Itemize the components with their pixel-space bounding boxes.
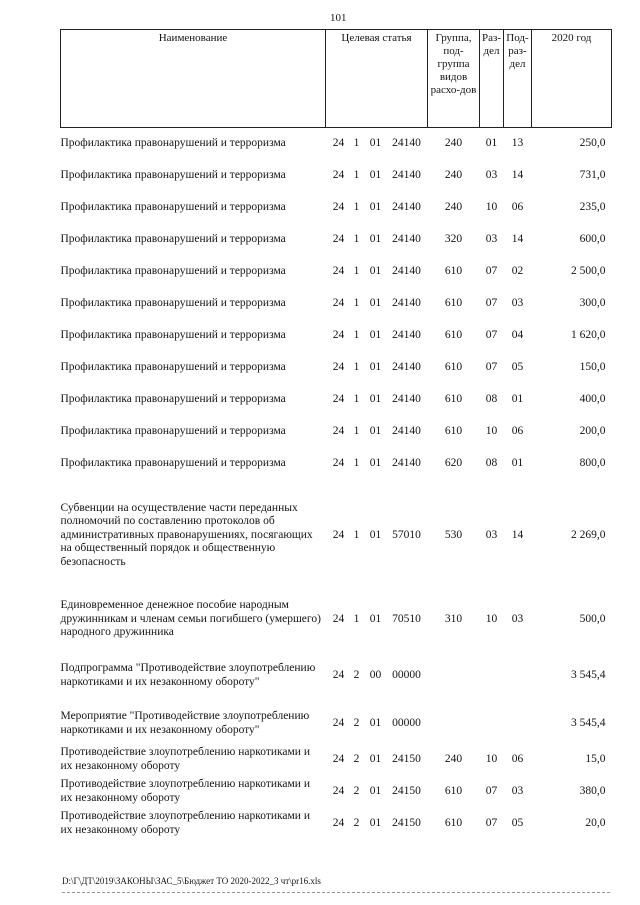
target-code-part: 24140	[392, 168, 421, 181]
row-target-code	[326, 704, 428, 744]
table-row	[61, 808, 612, 840]
row-target-code	[326, 448, 428, 480]
target-code-part: 01	[369, 424, 382, 437]
target-code-part: 24140	[392, 360, 421, 373]
target-code-part: 01	[369, 456, 382, 469]
row-group: 240	[444, 200, 463, 213]
target-code-part: 2	[353, 784, 360, 797]
row-target-code	[326, 192, 428, 224]
row-section: 07	[485, 328, 498, 341]
target-code-part: 24	[332, 716, 345, 729]
target-code-part: 24140	[392, 392, 421, 405]
row-name: Субвенции на осуществление части переданных полномочий по составлению протоколов об административных правонарушениях, посягающих на общественный порядок и общественную безопасность	[60, 501, 313, 568]
row-subsection	[504, 648, 532, 704]
target-code-part: 24	[332, 752, 345, 765]
target-code-part: 24	[332, 137, 345, 149]
target-code-part: 24140	[392, 424, 421, 437]
row-target-code	[326, 128, 428, 160]
target-code-part: 2	[353, 816, 360, 829]
row-section	[480, 648, 504, 704]
row-amount: 15,0	[585, 752, 606, 765]
target-code-part: 2	[353, 752, 360, 765]
table-row	[61, 352, 612, 384]
target-code-part: 1	[353, 168, 360, 181]
row-name: Единовременное денежное пособие народным дружинникам и членам семьи погибшего (умершего) народного дружинника	[60, 599, 321, 639]
target-code-part: 1	[353, 328, 360, 341]
row-group: 310	[444, 612, 463, 625]
row-group: 610	[444, 264, 463, 277]
row-subsection: 01	[511, 392, 524, 405]
row-target-code	[326, 352, 428, 384]
row-subsection: 03	[511, 612, 524, 625]
target-code-part: 01	[369, 360, 382, 373]
table-row	[61, 128, 612, 160]
target-code-part: 1	[353, 200, 360, 213]
row-subsection	[504, 704, 532, 744]
row-amount: 800,0	[579, 456, 606, 469]
target-code-part: 01	[369, 137, 382, 149]
target-code-part: 1	[353, 424, 360, 437]
row-subsection: 14	[511, 168, 524, 181]
row-section: 03	[485, 232, 498, 245]
row-group: 610	[444, 784, 463, 797]
header-section: Раз-дел	[480, 30, 504, 128]
target-code-part: 01	[369, 168, 382, 181]
target-code-part: 00	[369, 668, 382, 681]
target-code-part: 01	[369, 716, 382, 729]
row-group: 320	[444, 232, 463, 245]
header-group: Группа, под-группа видов расхо-дов	[428, 30, 480, 128]
page-number: 101	[330, 12, 347, 24]
target-code-part: 24	[332, 816, 345, 829]
row-target-code	[326, 256, 428, 288]
target-code-part: 24150	[392, 752, 421, 765]
target-code-part: 24	[332, 328, 345, 341]
table-row	[61, 160, 612, 192]
row-amount: 300,0	[579, 296, 606, 309]
row-name: Профилактика правонарушений и терроризма	[60, 296, 286, 309]
table-row	[61, 320, 612, 352]
row-target-code	[326, 416, 428, 448]
target-code-part: 1	[353, 392, 360, 405]
row-group: 240	[444, 137, 463, 149]
row-target-code	[326, 808, 428, 840]
row-subsection: 03	[511, 784, 524, 797]
row-section: 10	[485, 752, 498, 765]
row-target-code	[326, 592, 428, 648]
table-row	[61, 448, 612, 480]
row-group: 610	[444, 360, 463, 373]
row-name: Подпрограмма "Противодействие злоупотреблению наркотиками и их незаконному обороту"	[60, 662, 316, 688]
row-amount: 235,0	[579, 200, 606, 213]
row-subsection: 03	[511, 296, 524, 309]
row-amount: 2 269,0	[571, 528, 606, 541]
row-target-code	[326, 384, 428, 416]
table-row	[61, 224, 612, 256]
row-section: 01	[485, 137, 498, 149]
row-subsection: 13	[511, 137, 524, 149]
row-section: 03	[485, 528, 498, 541]
target-code-part: 24	[332, 784, 345, 797]
table-row	[61, 592, 612, 648]
row-target-code	[326, 776, 428, 808]
row-group: 610	[444, 816, 463, 829]
target-code-part: 1	[353, 264, 360, 277]
row-name: Профилактика правонарушений и терроризма	[60, 392, 286, 405]
row-target-code	[326, 480, 428, 592]
table-row	[61, 776, 612, 808]
target-code-part: 01	[369, 392, 382, 405]
target-code-part: 1	[353, 612, 360, 625]
row-target-code	[326, 224, 428, 256]
table-row	[61, 384, 612, 416]
row-name: Профилактика правонарушений и терроризма	[60, 328, 286, 341]
row-amount: 2 500,0	[571, 264, 606, 277]
target-code-part: 01	[369, 528, 382, 541]
row-section: 10	[485, 612, 498, 625]
target-code-part: 24140	[392, 328, 421, 341]
target-code-part: 24	[332, 528, 345, 541]
row-name: Профилактика правонарушений и терроризма	[60, 232, 286, 245]
row-name: Противодействие злоупотреблению наркотиками и их незаконному обороту	[60, 778, 310, 804]
row-section: 08	[485, 392, 498, 405]
target-code-part: 1	[353, 232, 360, 245]
budget-table	[60, 29, 612, 840]
row-target-code	[326, 160, 428, 192]
row-amount: 3 545,4	[571, 668, 606, 681]
row-group	[428, 704, 480, 744]
table-row	[61, 648, 612, 704]
row-section: 10	[485, 424, 498, 437]
row-subsection: 05	[511, 816, 524, 829]
row-group: 530	[444, 528, 463, 541]
row-amount: 400,0	[579, 392, 606, 405]
target-code-part: 00000	[392, 668, 421, 681]
footer-file-path: D:\Г\ДТ\2019\ЗАКОНЫ\ЗАС_5\Бюджет ТО 2020-2022_3 чт\pr16.xls	[62, 876, 321, 886]
target-code-part: 24	[332, 168, 345, 181]
row-subsection: 06	[511, 424, 524, 437]
target-code-part: 01	[369, 200, 382, 213]
target-code-part: 24	[332, 296, 345, 309]
row-group: 610	[444, 392, 463, 405]
target-code-part: 1	[353, 456, 360, 469]
table-row	[61, 704, 612, 744]
row-subsection: 01	[511, 456, 524, 469]
row-amount: 150,0	[579, 360, 606, 373]
target-code-part: 01	[369, 752, 382, 765]
target-code-part: 24140	[392, 137, 421, 149]
row-target-code	[326, 744, 428, 776]
row-amount: 250,0	[579, 137, 606, 149]
row-subsection: 06	[511, 200, 524, 213]
target-code-part: 70510	[392, 612, 421, 625]
table-row	[61, 256, 612, 288]
target-code-part: 24	[332, 360, 345, 373]
row-group: 610	[444, 328, 463, 341]
target-code-part: 24140	[392, 296, 421, 309]
row-amount: 731,0	[579, 168, 606, 181]
row-group: 240	[444, 168, 463, 181]
row-group: 610	[444, 296, 463, 309]
target-code-part: 24	[332, 456, 345, 469]
row-name: Профилактика правонарушений и терроризма	[60, 360, 286, 373]
target-code-part: 24	[332, 668, 345, 681]
target-code-part: 24140	[392, 264, 421, 277]
target-code-part: 24140	[392, 232, 421, 245]
row-name: Профилактика правонарушений и терроризма	[60, 424, 286, 437]
row-amount: 1 620,0	[571, 328, 606, 341]
row-amount: 20,0	[585, 816, 606, 829]
row-name: Противодействие злоупотреблению наркотиками и их незаконному обороту	[60, 810, 310, 836]
row-section: 10	[485, 200, 498, 213]
row-target-code	[326, 288, 428, 320]
row-amount: 600,0	[579, 232, 606, 245]
target-code-part: 01	[369, 328, 382, 341]
target-code-part: 2	[353, 716, 360, 729]
row-name: Профилактика правонарушений и терроризма	[60, 264, 286, 277]
row-subsection: 14	[511, 528, 524, 541]
row-subsection: 04	[511, 328, 524, 341]
row-target-code	[326, 648, 428, 704]
row-amount: 3 545,4	[571, 716, 606, 729]
target-code-part: 24150	[392, 784, 421, 797]
row-section: 07	[485, 816, 498, 829]
row-name: Профилактика правонарушений и терроризма	[60, 137, 286, 149]
target-code-part: 01	[369, 264, 382, 277]
target-code-part: 24140	[392, 456, 421, 469]
row-subsection: 06	[511, 752, 524, 765]
row-section: 07	[485, 360, 498, 373]
table-header-row	[61, 30, 612, 128]
row-section: 03	[485, 168, 498, 181]
target-code-part: 1	[353, 137, 360, 149]
table-row	[61, 288, 612, 320]
row-target-code	[326, 320, 428, 352]
target-code-part: 2	[353, 668, 360, 681]
row-amount: 200,0	[579, 424, 606, 437]
target-code-part: 24	[332, 424, 345, 437]
footer-divider	[62, 892, 610, 893]
header-target: Целевая статья	[326, 30, 428, 128]
row-amount: 380,0	[579, 784, 606, 797]
row-name: Профилактика правонарушений и терроризма	[60, 456, 286, 469]
target-code-part: 24	[332, 392, 345, 405]
target-code-part: 57010	[392, 528, 421, 541]
table-row	[61, 480, 612, 592]
target-code-part: 24140	[392, 200, 421, 213]
row-subsection: 14	[511, 232, 524, 245]
table-row	[61, 744, 612, 776]
row-name: Мероприятие "Противодействие злоупотреблению наркотиками и их незаконному обороту"	[60, 710, 310, 736]
row-name: Профилактика правонарушений и терроризма	[60, 200, 286, 213]
target-code-part: 01	[369, 612, 382, 625]
row-group: 240	[444, 752, 463, 765]
row-section: 08	[485, 456, 498, 469]
target-code-part: 24	[332, 264, 345, 277]
row-amount: 500,0	[579, 612, 606, 625]
target-code-part: 1	[353, 528, 360, 541]
target-code-part: 1	[353, 360, 360, 373]
row-section: 07	[485, 784, 498, 797]
row-subsection: 05	[511, 360, 524, 373]
header-year: 2020 год	[532, 30, 612, 128]
target-code-part: 24	[332, 232, 345, 245]
row-group: 610	[444, 424, 463, 437]
target-code-part: 01	[369, 232, 382, 245]
row-group	[428, 648, 480, 704]
header-subsection: Под-раз-дел	[504, 30, 532, 128]
row-section: 07	[485, 296, 498, 309]
target-code-part: 01	[369, 784, 382, 797]
header-name: Наименование	[61, 30, 326, 128]
target-code-part: 24	[332, 612, 345, 625]
row-section: 07	[485, 264, 498, 277]
target-code-part: 1	[353, 296, 360, 309]
target-code-part: 24	[332, 200, 345, 213]
target-code-part: 01	[369, 816, 382, 829]
table-row	[61, 192, 612, 224]
row-section	[480, 704, 504, 744]
row-name: Противодействие злоупотреблению наркотиками и их незаконному обороту	[60, 746, 310, 772]
target-code-part: 00000	[392, 716, 421, 729]
table-row	[61, 416, 612, 448]
row-group: 620	[444, 456, 463, 469]
row-name: Профилактика правонарушений и терроризма	[60, 168, 286, 181]
target-code-part: 24150	[392, 816, 421, 829]
row-subsection: 02	[511, 264, 524, 277]
target-code-part: 01	[369, 296, 382, 309]
